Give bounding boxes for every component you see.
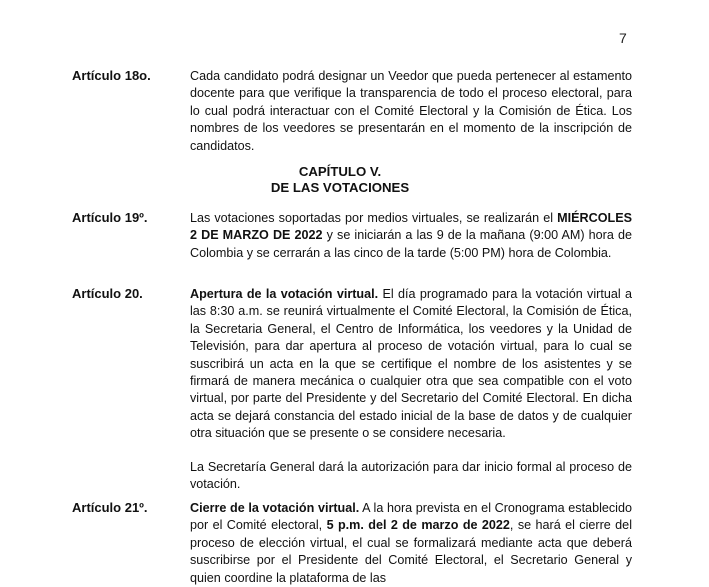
chapter-number: CAPÍTULO V. [298,164,382,179]
article-21-text-1: A la hora prevista en el Cronograma establecido por el Comité electoral, [190,501,632,533]
article-19-body [190,210,632,262]
article-18-label: Artículo 18o. [72,68,151,83]
article-19-text-1: Las votaciones soportadas por medios virtuales, se realizarán el [190,211,558,225]
article-19-paragraph [190,210,632,262]
article-19-text-2: y se iniciarán a las 9 de la mañana (9:00 AM) hora de Colombia y se cerrarán a las cinco de la tarde (5:00 PM) hora de Colombia. [190,228,632,260]
article-20-paragraph-1 [190,286,632,443]
article-18-text: Cada candidato podrá designar un Veedor que pueda pertenecer al estamento docente para que verifique la transparencia de todo el proceso electoral, para lo cual podrá interactuar con el Comité Electoral y la Comisión de Ética. Los nombres de los veedores se presentarán en el momento de la inscripción de candidatos. [190,69,632,153]
chapter-title: DE LAS VOTACIONES [270,180,410,195]
article-21-paragraph [190,500,632,587]
article-21-title: Cierre de la votación virtual. [190,501,360,515]
article-20-text: El día programado para la votación virtual a las 8:30 a.m. se reunirá virtualmente el Comité Electoral, la Comisión de Ética, la Secretaria General, el Centro de Informática, los veedores y la Unidad de Televisión, para dar apertura al proceso de votación virtual, para lo cual se suscribirá un acta en la que se certifique el nombre de los asistentes y se firmará de manera mecánica o cualquier otra que sea compatible con el voto virtual, por parte del Presidente y del Secretario del Comité Electoral. En dicha acta se dejará constancia del estado inicial de la base de datos y de cualquier otra situación que se presente o se considere necesaria. [190,287,632,441]
article-20-body [190,286,632,493]
article-19-date: MIÉRCOLES 2 DE MARZO DE 2022 [190,211,632,243]
article-19-label: Artículo 19º. [72,210,148,225]
article-21-date: 5 p.m. del 2 de marzo de 2022 [326,518,510,533]
article-18-body [190,68,632,155]
article-21-body [190,500,632,587]
article-20-title: Apertura de la votación virtual. [190,287,379,301]
article-21-label: Artículo 21º. [72,500,148,515]
article-20-paragraph-2: La Secretaría General dará la autorización para dar inicio formal al proceso de votación. [190,459,632,492]
article-21-text-2: , se hará el cierre del proceso de elección virtual, el cual se formalizará mediante acta que deberá suscribirse por el Presidente del Comité Electoral, el Secretario General y quien coordine la plataforma de las [190,518,632,585]
chapter-heading [175,164,505,196]
page-number: 7 [619,30,627,46]
article-20-label: Artículo 20. [72,286,143,301]
